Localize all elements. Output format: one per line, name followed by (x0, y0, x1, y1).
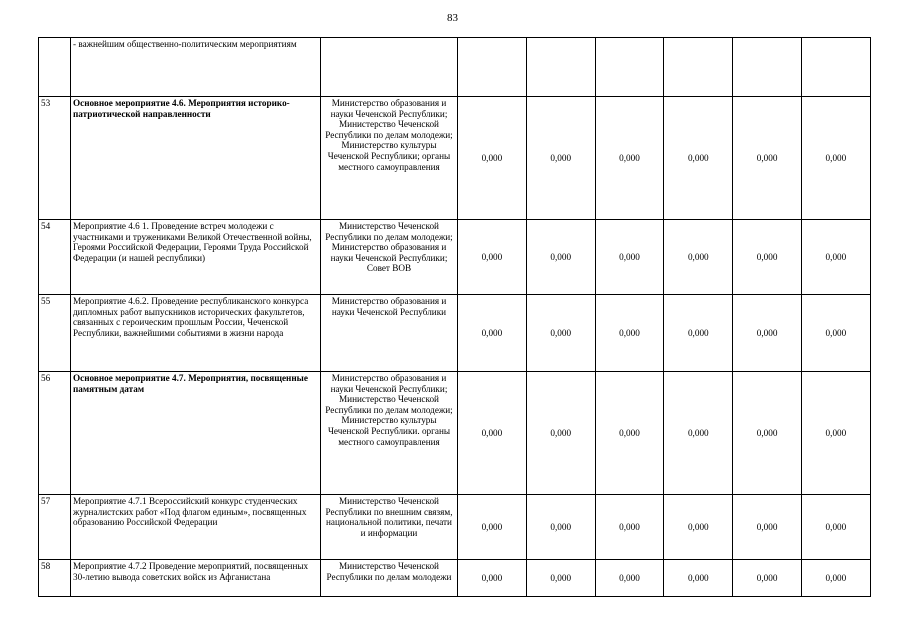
funding-value-cell: 0,000 (595, 495, 664, 560)
row-number-cell: 55 (39, 295, 71, 372)
funding-value-cell: 0,000 (801, 560, 870, 597)
funding-value-cell (526, 38, 595, 97)
row-number-cell: 57 (39, 495, 71, 560)
funding-value-cell: 0,000 (595, 372, 664, 495)
funding-value-cell: 0,000 (458, 97, 527, 220)
row-number-cell: 53 (39, 97, 71, 220)
table-row (39, 560, 871, 597)
funding-value-cell: 0,000 (458, 372, 527, 495)
funding-value-cell: 0,000 (595, 220, 664, 295)
funding-value-cell: 0,000 (664, 97, 733, 220)
funding-value-cell: 0,000 (595, 295, 664, 372)
executor-cell: Министерство Чеченской Республики по делам молодежи (321, 560, 458, 597)
executor-cell: Министерство образования и науки Чеченской Республики (321, 295, 458, 372)
activity-name-cell: Мероприятие 4.6 1. Проведение встреч молодежи с участниками и тружениками Великой Отечественной войны, Героями Российской Федерации, Героями Труда Российской Федерации (и нашей республики) (71, 220, 321, 295)
executor-cell: Министерство образования и науки Чеченской Республики; Министерство Чеченской Республики по делам молодежи; Министерство культуры Чеченской Республики; органы местного самоуправления (321, 97, 458, 220)
funding-value-cell: 0,000 (801, 372, 870, 495)
activity-name-cell: - важнейшим общественно-политическим мероприятиям (71, 38, 321, 97)
funding-value-cell: 0,000 (733, 97, 802, 220)
table-row (39, 295, 871, 372)
funding-value-cell (801, 38, 870, 97)
funding-value-cell: 0,000 (733, 372, 802, 495)
activity-name-cell: Мероприятие 4.7.2 Проведение мероприятий, посвященных 30-летию вывода советских войск из Афганистана (71, 560, 321, 597)
funding-value-cell: 0,000 (458, 295, 527, 372)
funding-value-cell: 0,000 (664, 560, 733, 597)
funding-value-cell: 0,000 (801, 97, 870, 220)
funding-value-cell (664, 38, 733, 97)
activity-name-cell: Основное мероприятие 4.7. Мероприятия, посвященные памятным датам (71, 372, 321, 495)
funding-value-cell: 0,000 (733, 560, 802, 597)
funding-value-cell: 0,000 (526, 295, 595, 372)
funding-value-cell: 0,000 (595, 97, 664, 220)
funding-value-cell: 0,000 (458, 220, 527, 295)
funding-value-cell: 0,000 (801, 220, 870, 295)
funding-value-cell: 0,000 (664, 372, 733, 495)
row-number-cell: 56 (39, 372, 71, 495)
funding-value-cell: 0,000 (458, 495, 527, 560)
executor-cell (321, 38, 458, 97)
program-table (38, 37, 871, 597)
activity-name-cell: Мероприятие 4.7.1 Всероссийский конкурс студенческих журналистских работ «Под флагом единым», посвященных образованию Российской Федерации (71, 495, 321, 560)
executor-cell: Министерство образования и науки Чеченской Республики; Министерство Чеченской Республики по делам молодежи; Министерство культуры Чеченской Республики. органы местного самоуправления (321, 372, 458, 495)
funding-value-cell: 0,000 (526, 495, 595, 560)
funding-value-cell: 0,000 (664, 220, 733, 295)
funding-value-cell: 0,000 (733, 295, 802, 372)
funding-value-cell: 0,000 (526, 372, 595, 495)
funding-value-cell: 0,000 (664, 495, 733, 560)
funding-value-cell (733, 38, 802, 97)
table-row (39, 372, 871, 495)
table-row (39, 38, 871, 97)
funding-value-cell (458, 38, 527, 97)
funding-value-cell: 0,000 (595, 560, 664, 597)
table-row (39, 97, 871, 220)
activity-name-cell: Основное мероприятие 4.6. Мероприятия историко-патриотической направленности (71, 97, 321, 220)
row-number-cell: 58 (39, 560, 71, 597)
funding-value-cell (595, 38, 664, 97)
table-body (39, 38, 871, 597)
funding-value-cell: 0,000 (801, 295, 870, 372)
page-number: 83 (447, 12, 458, 24)
funding-value-cell: 0,000 (733, 495, 802, 560)
funding-value-cell: 0,000 (801, 495, 870, 560)
funding-value-cell: 0,000 (526, 560, 595, 597)
executor-cell: Министерство Чеченской Республики по делам молодежи; Министерство образования и науки Чеченской Республики; Совет ВОВ (321, 220, 458, 295)
funding-value-cell: 0,000 (664, 295, 733, 372)
funding-value-cell: 0,000 (526, 97, 595, 220)
funding-value-cell: 0,000 (458, 560, 527, 597)
funding-value-cell: 0,000 (733, 220, 802, 295)
executor-cell: Министерство Чеченской Республики по внешним связям, национальной политики, печати и информации (321, 495, 458, 560)
table-row (39, 495, 871, 560)
row-number-cell (39, 38, 71, 97)
funding-value-cell: 0,000 (526, 220, 595, 295)
row-number-cell: 54 (39, 220, 71, 295)
table-row (39, 220, 871, 295)
activity-name-cell: Мероприятие 4.6.2. Проведение республиканского конкурса дипломных работ выпускников исторических факультетов, связанных с героическим прошлым России, Чеченской Республики, важнейшими событиями в жизни народа (71, 295, 321, 372)
